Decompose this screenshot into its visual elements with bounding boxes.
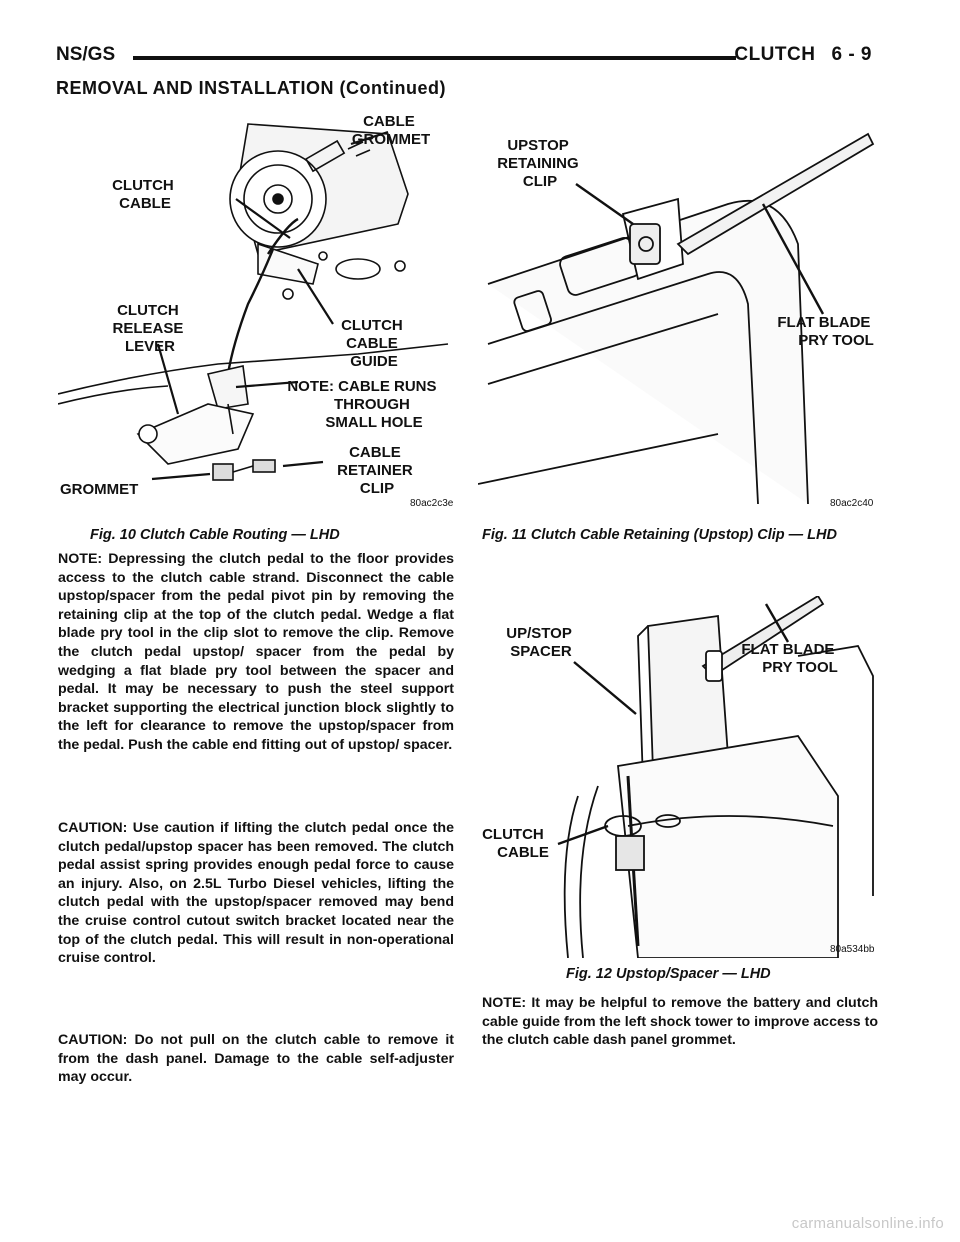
figure-11-caption: Fig. 11 Clutch Cable Retaining (Upstop) Clip — LHD [482,527,837,543]
label-clutch-cable-line1: CLUTCH [112,177,174,194]
label-cable-grommet-line1: CABLE [363,113,415,130]
label-release-lever-line2: RELEASE [112,320,184,337]
header-section: CLUTCH [734,44,816,65]
svg-text:FLAT BLADE PRY TOOL [741,641,838,676]
label-note-line3: SMALL HOLE [325,414,423,431]
paragraph-caution-cable: CAUTION: Do not pull on the clutch cable to remove it from the dash panel. Damage to the cable self-adjuster may occur. [58,1032,454,1086]
svg-text:CLUTCH CABLE [482,826,549,861]
label-spacer-line1: UP/STOP [506,625,572,642]
label-retainer-clip-line1: CABLE [349,444,401,461]
watermark: carmanualsonline.info [791,1215,944,1232]
label-note-line2: THROUGH [334,396,410,413]
figure-11-code: 80ac2c40 [830,498,874,509]
label-cable-guide-line2: CABLE [346,335,398,352]
figure-12-illustration [478,596,882,958]
label-f12-cable-line1: CLUTCH [482,826,544,843]
svg-text:CABLE GROMMET [352,113,430,148]
label-f11-pry-tool-line2: PRY TOOL [798,332,874,349]
figure-12-code: 80a534bb [830,944,875,955]
svg-text:UPSTOP RETAINING C [497,137,583,190]
paragraph-note-battery: NOTE: It may be helpful to remove the battery and clutch cable guide from the left shock tower to improve access to the clutch cable dash panel grommet. [482,995,878,1049]
label-grommet: GROMMET [60,481,139,498]
header-manual-code: NS/GS [56,44,116,65]
label-clutch-cable-line2: CABLE [119,195,171,212]
figure-10-caption: Fig. 10 Clutch Cable Routing — LHD [90,527,340,543]
label-release-lever-line3: LEVER [124,338,176,355]
label-upstop-clip-line1: UPSTOP [507,137,569,154]
label-release-lever-line1: CLUTCH [117,302,179,319]
label-retainer-clip-line3: CLIP [359,480,395,497]
label-cable-guide-line1: CLUTCH [341,317,403,334]
label-cable-guide-line3: GUIDE [350,353,398,370]
svg-text:CLUTCH CABLE [112,177,178,212]
figure-11-illustration [478,104,882,512]
svg-text:CLUTCH RELEASE LEV [112,302,187,355]
figure-11-upstop-clip [478,104,882,512]
label-spacer-line2: SPACER [510,643,572,660]
section-title: REMOVAL AND INSTALLATION (Continued) [56,78,446,98]
figure-10-illustration [58,104,462,512]
paragraph-note-upstop-removal: NOTE: Depressing the clutch pedal to the floor provides access to the clutch cable strand. Disconnect the cable upstop/spacer from the pedal pivot pin by removing the retaining clip at the top of the clutch pedal. Wedge a flat blade pry tool in the clip slot to remove the clip. Remove the clutch pedal upstop/ spacer from the pedal by wedging a flat blade pry tool between the spacer and pedal. It may be necessary to push the steel support bracket supporting the electrical junction block slightly to the left for clearance to remove the upstop/spacer from the pedal. Push the cable end fitting out of upstop/ spacer. [58,551,454,753]
label-f12-pry-tool-line2: PRY TOOL [762,659,838,676]
label-note-line1: NOTE: CABLE RUNS [287,378,437,395]
figure-10-clutch-cable-routing [58,104,462,512]
label-f12-cable-line2: CABLE [497,844,549,861]
label-upstop-clip-line3: CLIP [522,173,558,190]
figure-12-caption: Fig. 12 Upstop/Spacer — LHD [566,966,771,982]
label-retainer-clip-line2: RETAINER [337,462,413,479]
svg-text:CLUTCH CABLE GUIDE [341,317,407,370]
figure-10-code: 80ac2c3e [410,498,454,509]
label-cable-grommet-line2: GROMMET [351,131,431,148]
svg-text:NOTE: CABLE RUNS THROUGH [287,378,440,431]
svg-text:CABLE RETAINER CLI [337,444,417,497]
label-upstop-clip-line2: RETAINING [497,155,579,172]
label-f12-pry-tool-line1: FLAT BLADE [741,641,835,658]
paragraph-caution-lifting-pedal: CAUTION: Use caution if lifting the clutch pedal once the clutch pedal/upstop spacer has been removed. The clutch pedal assist spring provides enough pedal force to cause an injury. Also, on 2.5L Turbo Diesel vehicles, lifting the clutch pedal with the upstop/spacer removed may bend the cruise control cutout switch bracket located near the top of the clutch pedal. This will result in non-operational cruise control. [58,820,454,967]
header-rule [133,56,736,60]
figure-12-upstop-spacer [478,596,882,958]
label-f11-pry-tool-line1: FLAT BLADE [777,314,871,331]
header-section-page [718,44,872,66]
header-page-number: 6 - 9 [831,44,872,65]
svg-text:UP/STOP SPACER [506,625,575,660]
